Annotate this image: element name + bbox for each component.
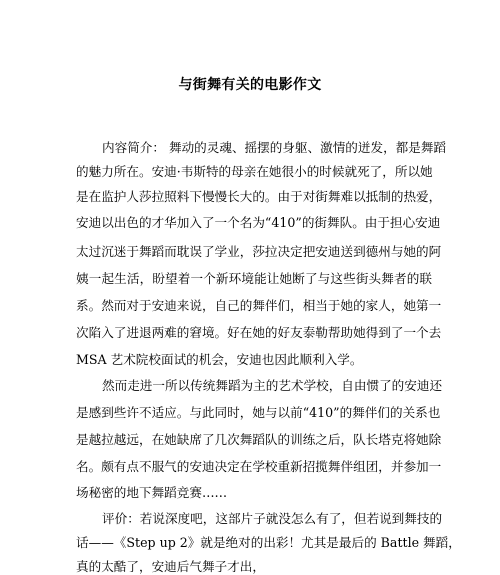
paragraph-line: 名。颇有点不服气的安迪决定在学校重新招揽舞伴组团，并参加一 xyxy=(76,459,442,474)
paragraph-line: MSA 艺术院校面试的机会，安迪也因此顺利入学。 xyxy=(76,352,363,367)
paragraph-line: 话——《Step up 2》就是绝对的出彩！尤其是最后的 Battle 舞蹈， xyxy=(76,535,461,550)
paragraph-line: 的魅力所在。安迪·韦斯特的母亲在她很小的时候就死了，所以她 xyxy=(76,164,433,179)
paragraph-line: 是越拉越远，在她缺席了几次舞蹈队的训练之后，队长塔克将她除 xyxy=(76,432,442,447)
paragraph-line: 内容简介： 舞动的灵魂、摇摆的身躯、激情的迸发，都是舞蹈 xyxy=(102,140,447,155)
paragraph-line: 次陷入了进退两难的窘境。好在她的好友泰勒帮助她得到了一个去 xyxy=(76,325,442,340)
paragraph-line: 真的太酷了，安迪后气舞子才出， xyxy=(76,559,265,574)
paragraph-line: 是感到些许不适应。与此同时，她与以前“410”的舞伴们的关系也 xyxy=(76,405,441,420)
document-title: 与街舞有关的电影作文 xyxy=(178,77,322,93)
paragraph-line: 姨一起生活，盼望着一个新环境能让她断了与这些街头舞者的联 xyxy=(76,271,432,286)
paragraph-line: 场秘密的地下舞蹈竞赛…… xyxy=(76,485,228,500)
paragraph-line: 是在监护人莎拉照料下慢慢长大的。由于对街舞难以抵制的热爱， xyxy=(76,189,442,204)
paragraph-line: 安迪以出色的才华加入了一个名为“410”的街舞队。由于担心安迪 xyxy=(76,215,441,230)
paragraph-line: 系。然而对于安迪来说，自己的舞伴们，相当于她的家人，她第一 xyxy=(76,298,442,313)
paragraph-line: 太过沉迷于舞蹈而耽误了学业，莎拉决定把安迪送到德州与她的阿 xyxy=(76,244,442,259)
paragraph-line: 然而走进一所以传统舞蹈为主的艺术学校，自由惯了的安迪还 xyxy=(102,378,443,393)
paragraph-line: 评价：若说深度吧，这部片子就没怎么有了，但若说到舞技的 xyxy=(102,511,443,526)
